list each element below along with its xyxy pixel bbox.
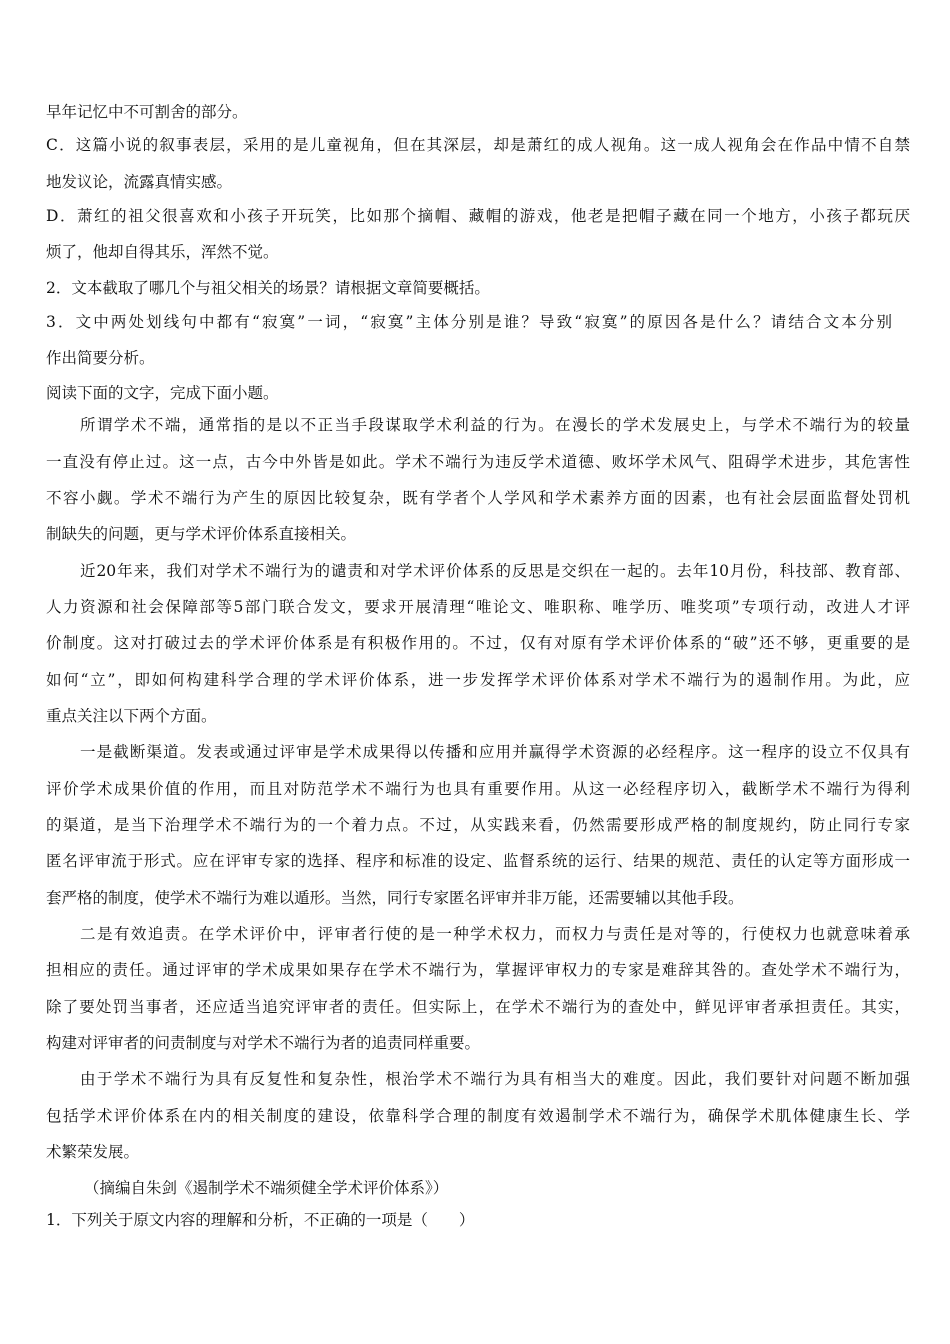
passage-source: （摘编自朱剑《遏制学术不端须健全学术评价体系》）: [84, 1179, 449, 1197]
passage-p5-line: 包括学术评价体系在内的相关制度的建设，依靠科学合理的制度有效遏制学术不端行为，确保学术肌体健康生长、学: [46, 1107, 910, 1125]
passage-p1-line: 不容小觑。学术不端行为产生的原因比较复杂，既有学者个人学风和学术素养方面的因素，也有社会层面监督处罚机: [46, 489, 910, 507]
passage-p4-line: 除了要处罚当事者，还应适当追究评审者的责任。但实际上，在学术不端行为的查处中，鲜见评审者承担责任。其实，: [46, 998, 910, 1016]
option-d-line-1: D．萧红的祖父很喜欢和小孩子开玩笑，比如那个摘帽、藏帽的游戏，他老是把帽子藏在同一个地方，小孩子都玩厌: [46, 207, 910, 225]
passage-p2-line: 重点关注以下两个方面。: [46, 707, 217, 725]
passage-p2-line: 如何“立”，即如何构建科学合理的学术评价体系，进一步发挥学术评价体系对学术不端行为的遏制作用。为此，应: [46, 671, 910, 689]
question-1: 1．下列关于原文内容的理解和分析，不正确的一项是（ ）: [46, 1211, 475, 1229]
passage-p2-line: 人力资源和社会保障部等5部门联合发文，要求开展清理“唯论文、唯职称、唯学历、唯奖项”专项行动，改进人才评: [46, 598, 910, 616]
passage-p3-line: 匿名评审流于形式。应在评审专家的选择、程序和标准的设定、监督系统的运行、结果的规范、责任的认定等方面形成一: [46, 852, 910, 870]
passage-p4-line: 二是有效追责。在学术评价中，评审者行使的是一种学术权力，而权力与责任是对等的，行使权力也就意味着承: [80, 925, 910, 943]
passage-p3-line: 套严格的制度，使学术不端行为难以遁形。当然，同行专家匿名评审并非万能，还需要辅以其他手段。: [46, 889, 744, 907]
passage-p5-line: 由于学术不端行为具有反复性和复杂性，根治学术不端行为具有相当大的难度。因此，我们要针对问题不断加强: [80, 1070, 910, 1088]
passage-p2-line: 近20年来，我们对学术不端行为的谴责和对学术评价体系的反思是交织在一起的。去年10月份，科技部、教育部、: [80, 562, 910, 580]
passage-p3-line: 一是截断渠道。发表或通过评审是学术成果得以传播和应用并赢得学术资源的必经程序。这一程序的设立不仅具有: [80, 743, 910, 761]
passage-p3-line: 评价学术成果价值的作用，而且对防范学术不端行为也具有重要作用。从这一必经程序切入，截断学术不端行为得利: [46, 780, 910, 798]
question-3-line-2: 作出简要分析。: [46, 349, 155, 367]
passage-p4-line: 构建对评审者的问责制度与对学术不端行为者的追责同样重要。: [46, 1034, 481, 1052]
reading-instruction: 阅读下面的文字，完成下面小题。: [46, 384, 279, 402]
option-c-line-1: C．这篇小说的叙事表层，采用的是儿童视角，但在其深层，却是萧红的成人视角。这一成人视角会在作品中情不自禁: [46, 136, 910, 154]
passage-p3-line: 的渠道，是当下治理学术不端行为的一个着力点。不过，从实践来看，仍然需要形成严格的制度规约，防止同行专家: [46, 816, 910, 834]
prev-text-line: 早年记忆中不可割舍的部分。: [46, 103, 248, 121]
passage-p4-line: 担相应的责任。通过评审的学术成果如果存在学术不端行为，掌握评审权力的专家是难辞其咎的。查处学术不端行为，: [46, 961, 910, 979]
passage-p1-line: 一直没有停止过。这一点，古今中外皆是如此。学术不端行为违反学术道德、败坏学术风气、阻碍学术进步，其危害性: [46, 453, 910, 471]
question-2: 2．文本截取了哪几个与祖父相关的场景？请根据文章简要概括。: [46, 279, 490, 297]
passage-p1-line: 制缺失的问题，更与学术评价体系直接相关。: [46, 525, 357, 543]
option-d-line-2: 烦了，他却自得其乐，浑然不觉。: [46, 243, 279, 261]
option-c-line-2: 地发议论，流露真情实感。: [46, 173, 233, 191]
passage-p1-line: 所谓学术不端，通常指的是以不正当手段谋取学术利益的行为。在漫长的学术发展史上，与学术不端行为的较量: [80, 416, 910, 434]
passage-p5-line: 术繁荣发展。: [46, 1143, 140, 1161]
question-3-line-1: 3．文中两处划线句中都有“寂寞”一词，“寂寞”主体分别是谁？导致“寂寞”的原因各是什么？请结合文本分别: [46, 313, 892, 331]
passage-p2-line: 价制度。这对打破过去的学术评价体系是有积极作用的。不过，仅有对原有学术评价体系的“破”还不够，更重要的是: [46, 634, 910, 652]
